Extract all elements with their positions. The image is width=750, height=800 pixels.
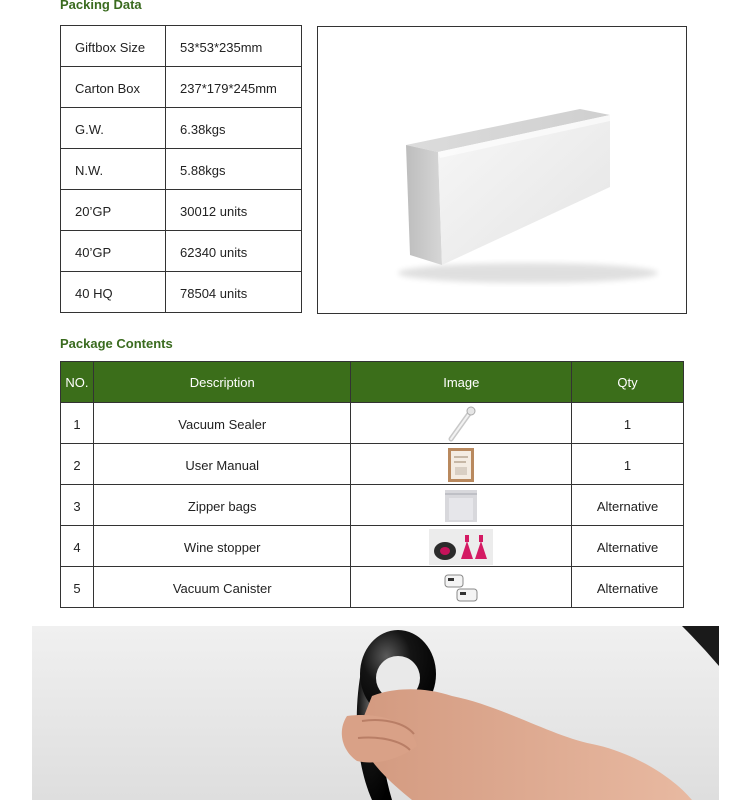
package-contents-table: [60, 361, 684, 608]
table-row: [61, 190, 302, 231]
row-number: 3: [61, 485, 94, 526]
row-description: Wine stopper: [93, 526, 351, 567]
zipper-bag-thumbnail: [443, 488, 479, 524]
row-image-cell: [351, 403, 572, 444]
carton-box-illustration: [318, 27, 686, 313]
table-row: [61, 26, 302, 67]
packing-value: 5.88kgs: [166, 149, 302, 190]
row-number: 4: [61, 526, 94, 567]
row-image-cell: [351, 485, 572, 526]
table-header-row: [61, 362, 684, 403]
packing-value: 53*53*235mm: [166, 26, 302, 67]
row-qty: Alternative: [572, 526, 684, 567]
packing-value: 62340 units: [166, 231, 302, 272]
column-header-no: NO.: [61, 362, 94, 403]
packing-data-table: [60, 25, 302, 313]
packing-label: Carton Box: [61, 67, 166, 108]
row-description: Vacuum Sealer: [93, 403, 351, 444]
row-number: 1: [61, 403, 94, 444]
vacuum-sealer-hand-illustration: [32, 626, 719, 800]
package-contents-title: Package Contents: [60, 336, 173, 351]
table-row: [61, 67, 302, 108]
wine-stopper-thumbnail: [429, 529, 493, 565]
table-row: [61, 403, 684, 444]
row-number: 2: [61, 444, 94, 485]
row-qty: Alternative: [572, 567, 684, 608]
packing-value: 30012 units: [166, 190, 302, 231]
packing-label: G.W.: [61, 108, 166, 149]
table-row: [61, 444, 684, 485]
packing-label: 40 HQ: [61, 272, 166, 313]
table-row: [61, 231, 302, 272]
row-image-cell: [351, 526, 572, 567]
carton-box-image: [317, 26, 687, 314]
row-image-cell: [351, 567, 572, 608]
table-row: [61, 149, 302, 190]
row-qty: 1: [572, 403, 684, 444]
packing-value: 237*179*245mm: [166, 67, 302, 108]
row-image-cell: [351, 444, 572, 485]
row-description: Vacuum Canister: [93, 567, 351, 608]
packing-label: N.W.: [61, 149, 166, 190]
row-number: 5: [61, 567, 94, 608]
packing-value: 6.38kgs: [166, 108, 302, 149]
column-header-description: Description: [93, 362, 351, 403]
packing-data-title: Packing Data: [60, 0, 142, 12]
column-header-image: Image: [351, 362, 572, 403]
packing-label: Giftbox Size: [61, 26, 166, 67]
row-qty: Alternative: [572, 485, 684, 526]
row-description: Zipper bags: [93, 485, 351, 526]
packing-label: 20’GP: [61, 190, 166, 231]
vacuum-canister-thumbnail: [441, 571, 481, 605]
table-row: [61, 485, 684, 526]
user-manual-thumbnail: [447, 447, 475, 483]
table-row: [61, 567, 684, 608]
packing-label: 40’GP: [61, 231, 166, 272]
table-row: [61, 272, 302, 313]
table-row: [61, 526, 684, 567]
row-qty: 1: [572, 444, 684, 485]
table-row: [61, 108, 302, 149]
row-description: User Manual: [93, 444, 351, 485]
product-in-hand-photo: [32, 626, 719, 800]
vacuum-sealer-thumbnail: [441, 405, 481, 443]
packing-value: 78504 units: [166, 272, 302, 313]
column-header-qty: Qty: [572, 362, 684, 403]
